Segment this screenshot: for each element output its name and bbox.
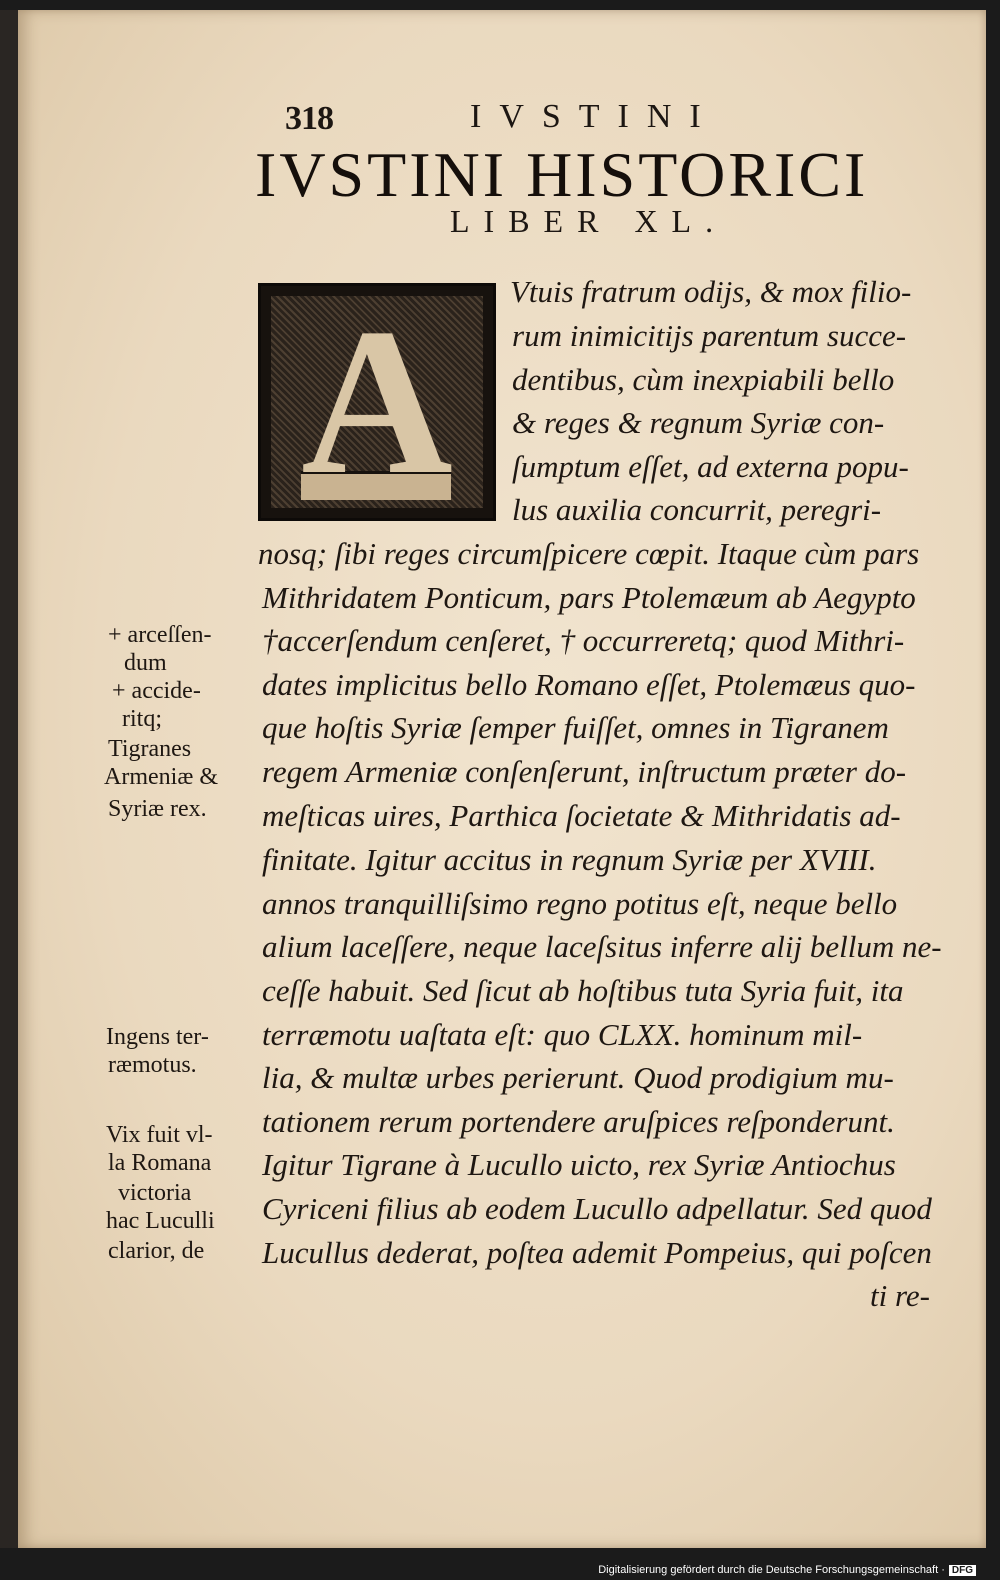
margin-note: Ingens ter- [106, 1024, 209, 1050]
margin-note: clarior, de [108, 1238, 205, 1264]
body-line: ſumptum eſſet, ad externa popu- [512, 449, 909, 484]
body-line: nosq; ſibi reges circumſpicere cœpit. Itaque cùm pars [258, 536, 920, 571]
footer-text: Digitalisierung gefördert durch die Deutsche Forschungsgemeinschaft · [598, 1564, 945, 1576]
margin-note: Armeniæ & [104, 764, 218, 790]
running-head: IVSTINI [470, 98, 719, 135]
margin-note: Syriæ rex. [108, 796, 207, 822]
body-line: Cyriceni filius ab eodem Lucullo adpellatur. Sed quod [262, 1191, 932, 1226]
body-line: que hoſtis Syriæ ſemper fuiſſet, omnes in Tigranem [262, 710, 889, 745]
page-title: IVSTINI HISTORICI [255, 139, 869, 210]
page-number: 318 [285, 100, 333, 137]
body-line: Igitur Tigrane à Lucullo uicto, rex Syriæ Antiochus [262, 1147, 896, 1182]
body-line: terræmotu uaſtata eſt: quo CLXX. hominum mil- [262, 1017, 863, 1052]
catchword: ti re- [870, 1278, 930, 1313]
margin-note: la Romana [108, 1150, 212, 1176]
body-line: lus auxilia concurrit, peregri- [512, 492, 882, 527]
margin-note: hac Luculli [106, 1208, 215, 1234]
margin-note: dum [124, 650, 167, 676]
margin-note: Vix fuit vl- [106, 1122, 213, 1148]
body-line: lia, & multæ urbes perierunt. Quod prodigium mu- [262, 1060, 894, 1095]
body-line: regem Armeniæ conſenſerunt, inſtructum præter do- [262, 754, 907, 789]
body-line: tationem rerum portendere aruſpices reſponderunt. [262, 1104, 895, 1139]
left-gutter [0, 10, 20, 1548]
body-line: Mithridatem Ponticum, pars Ptolemæum ab Aegypto [262, 580, 916, 615]
body-line: †accerſendum cenſeret, † occurreretq; quod Mithri- [262, 623, 905, 658]
digitization-credit [598, 1564, 976, 1576]
margin-note: + arceſſen- [108, 622, 212, 648]
body-line: dentibus, cùm inexpiabili bello [512, 362, 895, 397]
body-line: alium laceſſere, neque laceſsitus inferre alij bellum ne- [262, 929, 942, 964]
body-line: meſticas uires, Parthica ſocietate & Mithridatis ad- [262, 798, 901, 833]
margin-note: victoria [118, 1180, 192, 1206]
decorated-initial [258, 283, 496, 521]
margin-note: ræmotus. [108, 1052, 197, 1078]
body-line: annos tranquilliſsimo regno potitus eſt, neque bello [262, 886, 898, 921]
book-heading: LIBER XL. [450, 203, 728, 239]
body-line: Vtuis fratrum odijs, & mox filio- [510, 274, 912, 309]
initial-letter: A [301, 286, 453, 518]
body-line: finitate. Igitur accitus in regnum Syriæ per XVIII. [262, 842, 877, 877]
body-line: Lucullus dederat, poſtea ademit Pompeius, qui poſcen [262, 1235, 932, 1270]
body-line: & reges & regnum Syriæ con- [512, 405, 885, 440]
margin-note: Tigranes [108, 736, 192, 762]
body-line: dates implicitus bello Romano eſſet, Ptolemæus quo- [262, 667, 916, 702]
body-line: ceſſe habuit. Sed ſicut ab hoſtibus tuta Syria fuit, ita [262, 973, 904, 1008]
margin-note: ritq; [122, 706, 162, 732]
body-line: rum inimicitijs parentum succe- [512, 318, 907, 353]
margin-note: + accide- [112, 678, 201, 704]
dfg-logo: DFG [949, 1565, 976, 1576]
